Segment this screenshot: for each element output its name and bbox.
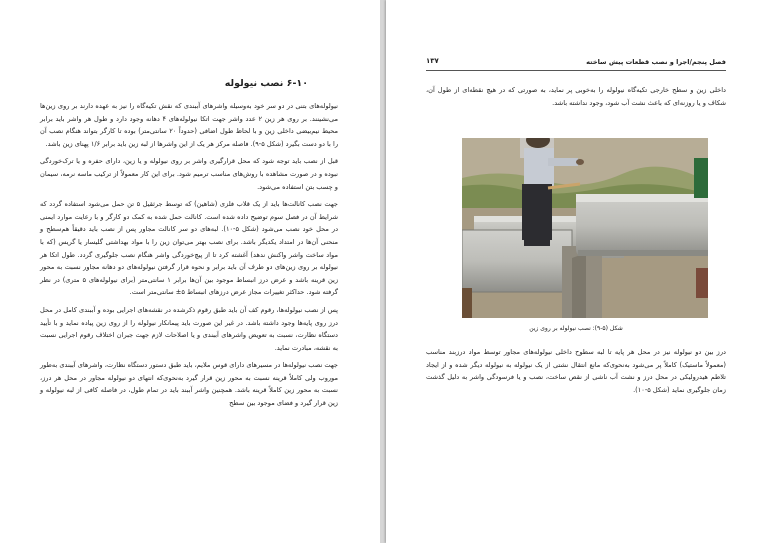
paragraph: قبل از نصب باید توجه شود که محل قرارگیری واشر بر روی نیولوله و یا زین، دارای حفره و یا ترک‌خوردگی نبوده و در صورت مشاهده با روش‌های مناسب ترمیم شود. برای این کار معمولاً از ترکیب ماسه نرمه، سیمان و چسب بتن استفاده می‌شود. [40,157,338,191]
figure-photo [462,138,708,318]
running-header [426,56,726,71]
right-page-bottom-text [426,346,726,401]
paragraph: جهت نصب کانالت‌ها باید از یک قلاب فلزی (شاهین) که توسط جرثقیل ۵ تن حمل می‌شود استفاده گردد که شرایط آن در فصل سوم توضیح داده شده است. کانالت حمل شده به کمک دو کارگر و با رعایت موارد ایمنی در محل خود نصب می‌شود (شکل ۵-۱۰). لبه‌های دو سر کانالت مجاور پس از نصب باید دقیقاً هم‌سطح و منحنی آن‌ها در امتداد یکدیگر باشد. برای نصب بهتر می‌توان زین را با مواد بهداشتی گلیسار یا گریس (که با مواد ساخت واشر واکنش ندهد) آغشته کرد تا از پیچ‌خوردگی واشر هنگام نصب جلوگیری گردد. طول اتکا هر نیولوله بر روی زین‌های دو طرف آن باید برابر و نحوه قرار گرفتن نیولوله‌های دو دهانه مجاور نسبت به محور زین قرینه باشد و عرض درز انبساط موجود بین آن‌ها برابر ۱ سانتی‌متر (برای نیولوله‌های ۵ متری) در نظر گرفته شود. حداکثر تغییرات مجاز عرض درزهای انبساط ۵± سانتی‌متر است. [40,200,339,297]
paragraph: داخلی زین و سطح خارجی تکیه‌گاه نیولوله را به‌خوبی پر نماید، به صورتی که در هیچ نقطه‌ای از طول آن، شکاف و یا روزنه‌ای که باعث نشت آب شود، وجود نداشته باشد. [426,86,726,107]
left-page [0,0,380,543]
left-page-body [40,100,338,415]
right-page-top-text [426,84,726,114]
right-page [386,0,768,543]
paragraph: پس از نصب نیولوله‌ها، رقوم کف آن باید طبق رقوم ذکرشده در نقشه‌های اجرایی بوده و آببندی کامل در محل درز روی پایه‌ها وجود داشته باشد. در غیر این صورت باید پیمانکار نیولوله را از روی زین پیاده نماید و با تأیید دستگاه نظارت، نسبت به تعویض واشرهای آببندی و یا اصلاحات لازم جهت جبران اختلاف رقوم اجرایی نسبت به نقشه، مبادرت نماید. [40,305,338,352]
chapter-title: فصل پنجم/اجرا و نصب قطعات پیش ساخته [586,58,726,66]
figure-caption: شکل (۵-۹): نصب نیولوله بر روی زین [529,325,623,332]
section-title: ۶-۱۰ نصب نیولوله [224,78,308,89]
paragraph: نیولوله‌های بتنی در دو سر خود به‌وسیله واشرهای آببندی که نقش تکیه‌گاه را نیز به عهده دارند بر روی زین‌ها می‌نشینند. بر روی هر زین ۲ عدد واشر جهت اتکا نیولوله‌های ۴ دهانه وجود دارد و طول هر واشر باید برابر محیط نیم‌بیضی داخلی زین و با لحاظ طول اضافی (حدوداً ۲۰ سانتی‌متر) بوده تا کارگر بتواند هنگام نصب آن را با دو دست بگیرد (شکل ۵-۹). فاصله مرکز هر یک از این واشرها از لبه زین باید برابر ۱/۶ پهنای زین باشد. [40,102,338,148]
page-number: ۱۳۷ [426,57,439,65]
paragraph: جهت نصب نیولوله‌ها در مسیرهای دارای قوس ملایم، باید طبق دستور دستگاه نظارت، واشرهای آببندی به‌طور موروب ولی کاملاً قرینه نسبت به محور زین قرار گیرد به‌نحوی‌که انتهای دو نیولوله مجاور در محل هر درز، نسبت به محور زین کاملاً قرینه باشد. همچنین واشر آببند باید در تمام طول، در فاصله کافی از لبه نیولوله و زین قرار گیرد و فضای موجود بین سطح [40,361,338,408]
paragraph: درز بین دو نیولوله نیز در محل هر پایه تا لبه سطوح داخلی نیولوله‌های مجاور توسط مواد درزبند مناسب (معمولاً ماستیک) کاملاً پر می‌شود به‌نحوی‌که مانع انتقال نشتی از یک نیولوله به نیولوله دیگر شده و از ایجاد تلاطم هیدرولیکی در محل درز و نشت آب ناشی از نقص ساخت، نصب و یا فرسودگی واشر به دلیل گذشت زمان جلوگیری نماید (شکل ۵-۱۰). [426,348,726,394]
